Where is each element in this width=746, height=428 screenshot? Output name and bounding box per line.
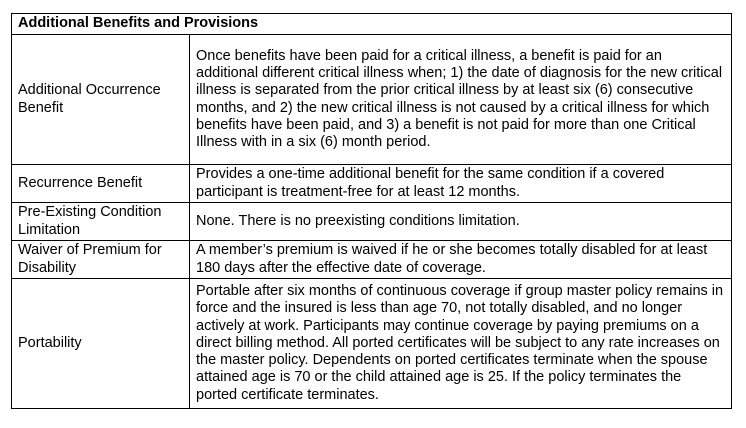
row-detail-additional-occurrence: Once benefits have been paid for a critical illness, a benefit is paid for an additional different critical illness when; 1) the date of diagnosis for the new critical illness is separated from the prior critical illness by at least six (6) consecutive months, and 2) the new critical illness is not caused by a critical illness for which benefits have been paid, and 3) a benefit is not paid for more than one Critical Illness with in a six (6) month period. bbox=[190, 35, 732, 165]
benefits-provisions-table bbox=[11, 13, 732, 409]
table-row bbox=[12, 241, 732, 279]
table-title: Additional Benefits and Provisions bbox=[12, 14, 732, 35]
row-label-portability: Portability bbox=[12, 279, 190, 409]
table-row bbox=[12, 35, 732, 165]
row-detail-portability: Portable after six months of continuous coverage if group master policy remains in force and the insured is less than age 70, not totally disabled, and no longer actively at work. Participants may continue coverage by paying premiums on a direct billing method. All ported certificates will be subject to any rate increases on the master policy. Dependents on ported certificates terminate when the spouse attained age is 70 or the child attained age is 25. If the policy terminates the ported certificate terminates. bbox=[190, 279, 732, 409]
table-row bbox=[12, 203, 732, 241]
row-label-waiver-of-premium: Waiver of Premium for Disability bbox=[12, 241, 190, 279]
row-detail-waiver-of-premium: A member’s premium is waived if he or she becomes totally disabled for at least 180 days after the effective date of coverage. bbox=[190, 241, 732, 279]
row-label-additional-occurrence: Additional Occurrence Benefit bbox=[12, 35, 190, 165]
row-label-recurrence: Recurrence Benefit bbox=[12, 165, 190, 203]
table-header-row bbox=[12, 14, 732, 35]
table-row bbox=[12, 165, 732, 203]
row-label-pre-existing: Pre-Existing Condition Limitation bbox=[12, 203, 190, 241]
table-row bbox=[12, 279, 732, 409]
row-detail-recurrence: Provides a one-time additional benefit for the same condition if a covered participant is treatment-free for at least 12 months. bbox=[190, 165, 732, 203]
row-detail-pre-existing: None. There is no preexisting conditions limitation. bbox=[190, 203, 732, 241]
